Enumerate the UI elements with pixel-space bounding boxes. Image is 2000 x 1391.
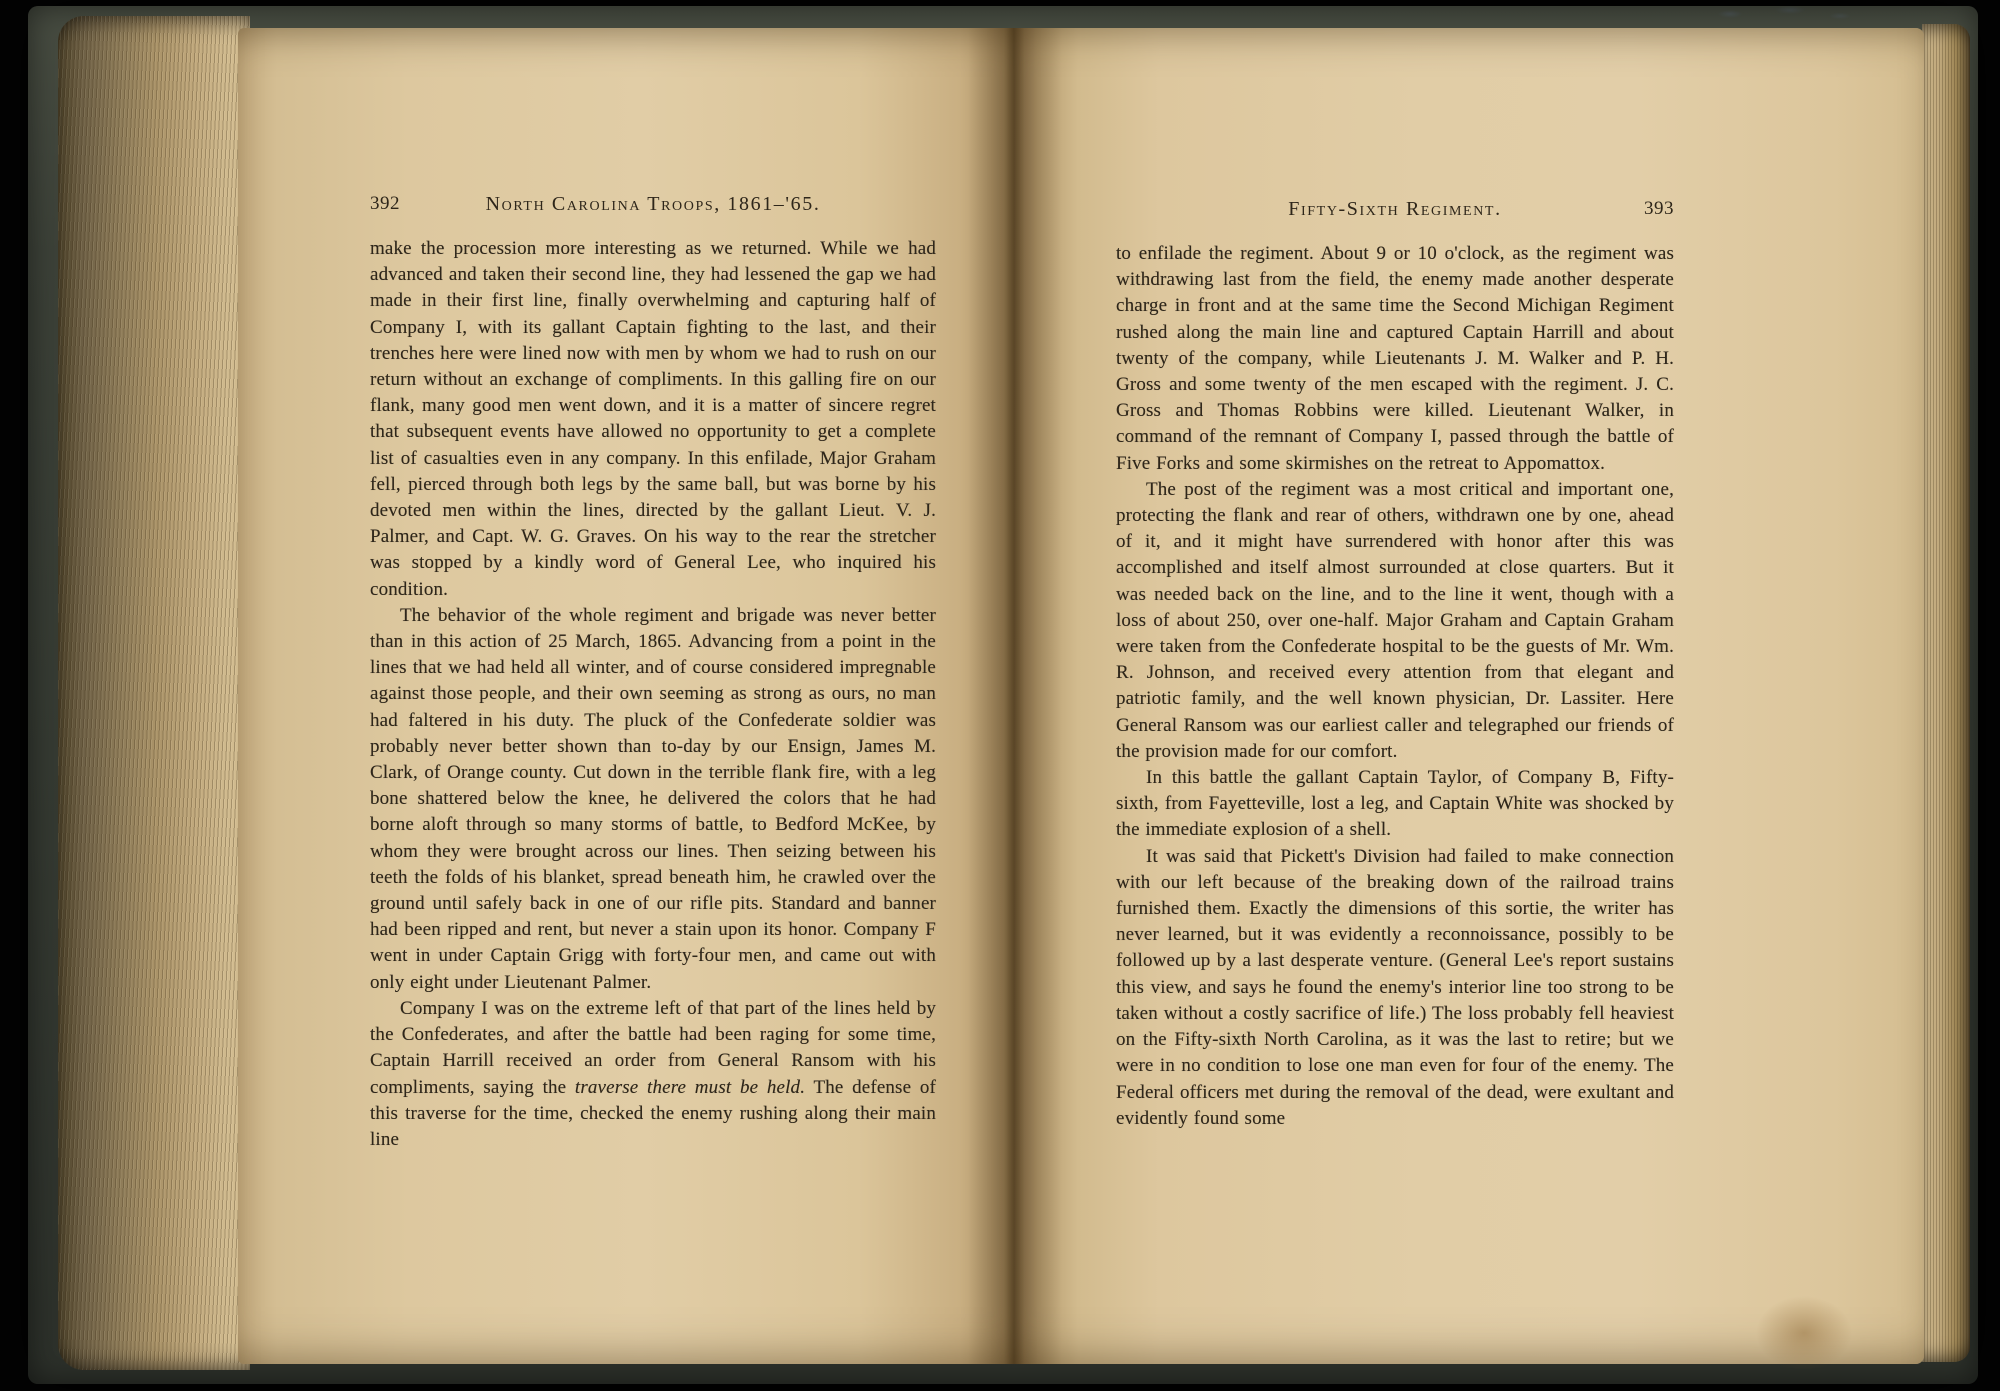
paragraph: The post of the regiment was a most critical and important one, protecting the flank and rear of others, withdrawn one by one, ahead of it, and it might have surrendered with honor after this was accomplished and itself almost surrounded at close quarters. But it was needed back on the line, and to the line it went, though with a loss of about 250, over one-half. Major Graham and Captain Graham were taken from the Confederate hospital to be the guests of Mr. Wm. R. Johnson, and received every attention from that elegant and patriotic family, and the well known physician, Dr. Lassiter. Here General Ransom was our earliest caller and telegraphed our friends of the provision made for our comfort.: [1116, 478, 1674, 762]
left-page-number: 392: [370, 193, 400, 214]
right-page-text-column: [1116, 198, 1674, 1132]
paragraph: It was said that Pickett's Division had failed to make connection with our left because of the breaking down of the railroad trains furnished them. Exactly the dimensions of this sortie, the writer has never learned, but it was evidently a reconnoissance, possibly to be followed up by a last desperate venture. (General Lee's report sustains this view, and says he found the enemy's interior line too strong to be taken without a costly sacrifice of life.) The loss probably fell heaviest on the Fifty-sixth North Carolina, as it was the last to retire; but we were in no condition to lose one man even for four of the enemy. The Federal officers met during the removal of the dead, were exultant and evidently found some: [1116, 845, 1674, 1129]
paragraph: The behavior of the whole regiment and brigade was never better than in this action of 25 March, 1865. Advancing from a point in the lines that we had held all winter, and of course considered impregnable against those people, and their own seeming as strong as ours, no man had faltered in his duty. The pluck of the Confederate soldier was probably never better shown than to-day by our Ensign, James M. Clark, of Orange county. Cut down in the terrible flank fire, with a leg bone shattered below the knee, he delivered the colors that he had borne aloft through so many storms of battle, to Bedford McKee, by whom they were brought across our lines. Then seizing between his teeth the folds of his blanket, spread beneath him, he crawled over the ground until safely back in one of our rifle pits. Standard and banner had been ripped and rent, but never a stain upon its honor. Company F went in under Captain Grigg with forty-four men, and came out with only eight under Lieutenant Palmer.: [370, 604, 936, 993]
paragraph: In this battle the gallant Captain Taylor, of Company B, Fifty-sixth, from Fayetteville, lost a leg, and Captain White was shocked by the immediate explosion of a shell.: [1116, 767, 1674, 841]
page-stack-left-edges: [58, 16, 250, 1370]
paragraph: to enfilade the regiment. About 9 or 10 o'clock, as the regiment was withdrawing last from the field, the enemy made another desperate charge in front and at the same time the Second Michigan Regiment rushed along the main line and captured Captain Harrill and about twenty of the company, while Lieutenants J. M. Walker and P. H. Gross and some twenty of the men escaped with the regiment. J. C. Gross and Thomas Robbins were killed. Lieutenant Walker, in command of the remnant of Company I, passed through the battle of Five Forks and some skirmishes on the retreat to Appomattox.: [1116, 243, 1674, 474]
right-page-number: 393: [1644, 198, 1674, 219]
left-running-title: North Carolina Troops, 1861–'65.: [485, 193, 821, 215]
page-stack-right-edges: [1922, 24, 1970, 1362]
left-page-header: [370, 193, 936, 216]
right-running-title: Fifty-Sixth Regiment.: [1288, 198, 1502, 220]
right-page-header: [1116, 198, 1674, 221]
right-page-body: [1116, 241, 1674, 1132]
paragraph-text: Company I was on the extreme left of that part of the lines held by the Confederates, and after the battle had been raging for some time, Captain Harrill received an order from General Ransom with his compliments, saying the: [370, 997, 936, 1098]
left-page-body: [370, 236, 936, 1153]
right-page: [1014, 28, 1924, 1364]
left-page-text-column: [370, 193, 936, 1153]
paragraph-text: The defense of this traverse for the time, checked the enemy rushing along their main line: [370, 1076, 936, 1150]
paragraph: [370, 996, 936, 1153]
left-page: [238, 28, 1014, 1364]
paragraph-italic-text: traverse there must be held.: [574, 1076, 806, 1098]
paragraph: make the procession more interesting as we returned. While we had advanced and taken their second line, they had lessened the gap we had made in their first line, finally overwhelming and capturing half of Company I, with its gallant Captain fighting to the last, and their trenches here were lined now with men by whom we had to rush on our return without an exchange of compliments. In this galling fire on our flank, many good men went down, and it is a matter of sincere regret that subsequent events have allowed no opportunity to get a complete list of casualties even in any company. In this enfilade, Major Graham fell, pierced through both legs by the same ball, but was borne by his devoted men within the lines, directed by the gallant Lieut. V. J. Palmer, and Capt. W. G. Graves. On his way to the rear the stretcher was stopped by a kindly word of General Lee, who inquired his condition.: [370, 238, 936, 600]
